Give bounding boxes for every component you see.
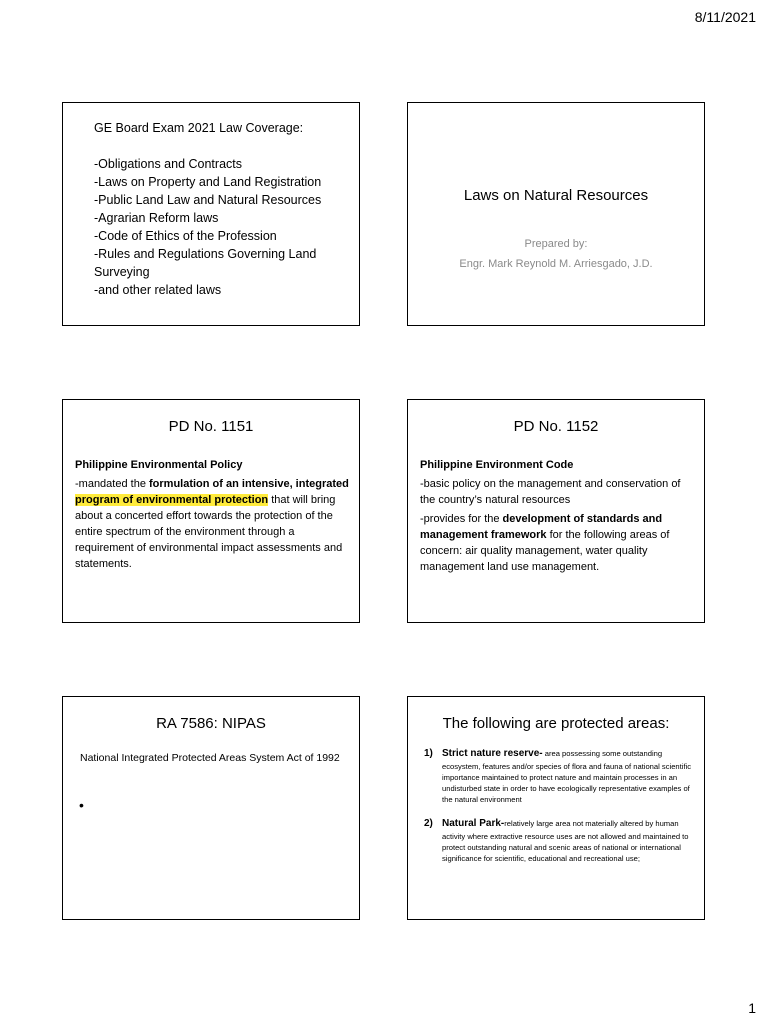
list-item: -Public Land Law and Natural Resources [94, 193, 322, 207]
list-item: -and other related laws [94, 283, 222, 297]
bold-text: development of standards and management framework [420, 513, 663, 541]
slide-pd-1151 [62, 399, 360, 623]
slide-body [94, 119, 347, 299]
slide-title-page [407, 102, 705, 326]
list-item: -Code of Ethics of the Profession [94, 229, 277, 243]
slide-subtitle: Philippine Environment Code [420, 459, 574, 471]
empty-bullet: • [79, 797, 84, 813]
list-item: -Rules and Regulations Governing Land Surveying [94, 247, 317, 279]
list-item: -Laws on Property and Land Registration [94, 175, 322, 189]
protected-areas-list [424, 747, 694, 864]
text-segment: -mandated the [75, 478, 149, 490]
text-segment: -provides for the [420, 513, 503, 525]
slide-subtitle: Philippine Environmental Policy [75, 459, 243, 471]
slide-paragraph [75, 476, 349, 572]
bold-text: formulation of an intensive, integrated [149, 478, 349, 490]
item-term: Natural Park- [442, 818, 505, 829]
text-segment: for the following areas of concern: air quality management, water quality management land use management. [420, 529, 670, 573]
print-date: 8/11/2021 [694, 9, 756, 25]
slide-pd-1152 [407, 399, 705, 623]
item-term: Strict nature reserve- [442, 748, 543, 759]
prepared-by-label: Prepared by: [524, 238, 588, 250]
slide-paragraph [420, 511, 694, 575]
highlighted-text: program of environmental protection [75, 494, 269, 506]
list-item [424, 747, 694, 805]
slide-subtitle [408, 234, 704, 274]
slide-ra-7586 [62, 696, 360, 920]
slide-title: PD No. 1152 [513, 418, 599, 435]
text-segment: that will bring about a concerted effort towards the protection of the entire spectrum of the environment through a requirement of environmental impact assessments and statements. [75, 494, 343, 570]
item-description: area possessing some outstanding ecosystem, features and/or species of flora and fauna of national scientific importance maintained to protect nature and maintain processes in an undisturbed state in order to have ecologically representative examples of the natural environment [442, 749, 692, 804]
slide-body [420, 457, 694, 578]
item-description: relatively large area not materially altered by human activity where extractive resource uses are not allowed and maintained to protect outstanding natural and scenic areas of national or international significance for scientific, educational and recreational use; [442, 819, 689, 863]
slide-title: GE Board Exam 2021 Law Coverage: [94, 121, 304, 135]
slide-body: National Integrated Protected Areas System Act of 1992 [80, 752, 340, 764]
page-number: 1 [748, 1000, 756, 1016]
slide-protected-areas [407, 696, 705, 920]
list-item [424, 817, 694, 864]
coverage-list [94, 155, 347, 299]
slide-title: Laws on Natural Resources [463, 187, 649, 204]
slide-paragraph: -basic policy on the management and conservation of the country’s natural resources [420, 478, 681, 506]
slide-title: PD No. 1151 [168, 418, 254, 435]
item-number: 1) [424, 748, 433, 759]
slide-title: The following are protected areas: [442, 715, 670, 732]
list-item: -Obligations and Contracts [94, 157, 242, 171]
author-name: Engr. Mark Reynold M. Arriesgado, J.D. [459, 258, 653, 270]
item-number: 2) [424, 818, 433, 829]
list-item: -Agrarian Reform laws [94, 211, 219, 225]
slide-title: RA 7586: NIPAS [156, 715, 266, 732]
slide-law-coverage [62, 102, 360, 326]
slide-body [75, 457, 349, 575]
